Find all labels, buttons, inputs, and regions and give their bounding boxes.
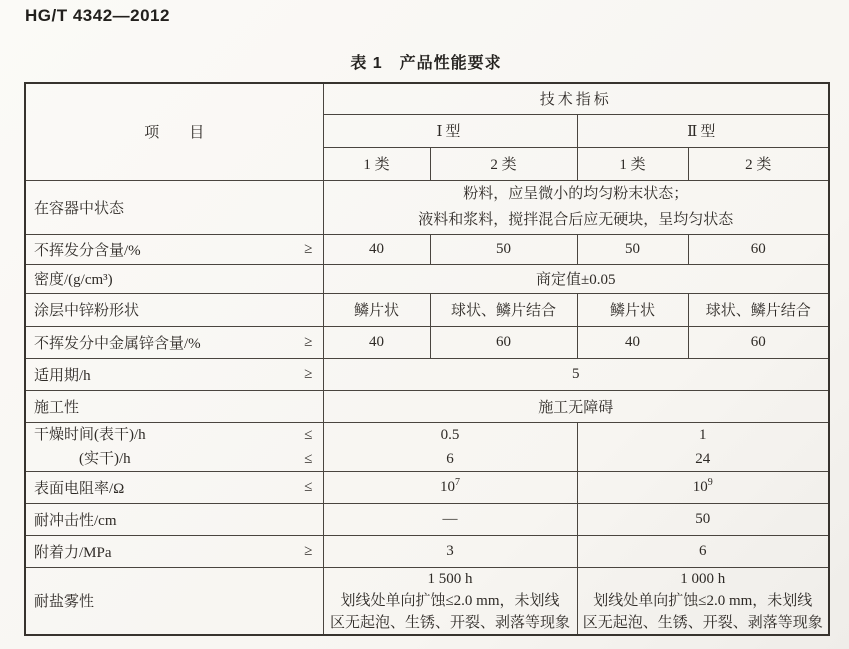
row-label-cell — [25, 390, 323, 422]
surface-dry-value: 0.5 — [440, 426, 460, 443]
salt-spray-line1: 划线处单向扩蚀≤2.0 mm，未划线 — [340, 592, 560, 609]
salt-spray-line1: 划线处单向扩蚀≤2.0 mm，未划线 — [593, 592, 813, 609]
header-type-ii: Ⅱ型 — [577, 114, 829, 147]
gte-symbol: ≥ — [304, 365, 313, 382]
header-item-cell: 项 目 — [25, 83, 323, 180]
value-cell: 50 — [430, 234, 577, 264]
impact-type-i: — — [323, 503, 577, 535]
salt-spray-type-ii — [577, 567, 829, 635]
resistivity-type-ii — [577, 471, 829, 503]
row-label: 适用期/h — [34, 367, 91, 384]
row-label-hard-dry: (实干)/h — [79, 450, 131, 467]
lte-symbol: ≤ — [304, 450, 313, 467]
row-label-cell — [25, 293, 323, 326]
salt-spray-line2: 区无起泡、生锈、开裂、剥落等现象 — [329, 614, 570, 631]
row-label: 涂层中锌粉形状 — [34, 303, 140, 319]
gte-symbol: ≥ — [304, 240, 313, 257]
workability-value: 施工无障碍 — [323, 390, 829, 422]
header-row-tech — [25, 83, 829, 114]
row-label-cell — [25, 180, 323, 234]
salt-spray-line2: 区无起泡、生锈、开裂、剥落等现象 — [582, 614, 823, 631]
row-label: 不挥发分含量/% — [34, 242, 141, 259]
container-state-value — [323, 180, 829, 234]
container-state-line1: 粉料，应呈微小的均匀粉末状态； — [463, 186, 689, 202]
value-cell: 鳞片状 — [323, 293, 430, 326]
row-label-cell — [25, 471, 323, 503]
adhesion-type-ii: 6 — [577, 535, 829, 567]
row-impact-resistance — [25, 503, 829, 535]
value-cell: 40 — [323, 234, 430, 264]
value-cell: 球状、鳞片结合 — [688, 293, 829, 326]
header-class-2b: 2 类 — [688, 147, 829, 180]
row-label: 在容器中状态 — [34, 200, 125, 217]
row-adhesion — [25, 535, 829, 567]
salt-spray-hours: 1 500 h — [427, 570, 473, 587]
density-value: 商定值±0.05 — [323, 264, 829, 293]
impact-type-ii: 50 — [577, 503, 829, 535]
row-density — [25, 264, 829, 293]
surface-dry-value: 1 — [699, 426, 707, 443]
resistivity-exponent: 9 — [707, 476, 713, 488]
value-cell: 40 — [577, 326, 688, 358]
product-performance-table — [24, 82, 830, 636]
value-cell: 60 — [688, 326, 829, 358]
row-label-cell — [25, 264, 323, 293]
row-label: 施工性 — [34, 399, 80, 416]
row-label: 密度/(g/cm³) — [34, 272, 113, 288]
row-workability — [25, 390, 829, 422]
resistivity-base: 10 — [440, 478, 455, 495]
gte-symbol: ≥ — [304, 542, 313, 559]
table-caption: 表 1 产品性能要求 — [350, 55, 502, 72]
row-label-cell — [25, 326, 323, 358]
pot-life-value: 5 — [323, 358, 829, 390]
hard-dry-value: 24 — [695, 450, 711, 467]
row-pot-life — [25, 358, 829, 390]
value-cell: 球状、鳞片结合 — [430, 293, 577, 326]
row-label: 不挥发分中金属锌含量/% — [34, 335, 201, 352]
row-label-cell — [25, 234, 323, 264]
value-cell: 50 — [577, 234, 688, 264]
row-label: 耐冲击性/cm — [34, 512, 117, 529]
lte-symbol: ≤ — [304, 426, 313, 443]
row-label-cell — [25, 422, 323, 471]
resistivity-type-i — [323, 471, 577, 503]
value-cell: 40 — [323, 326, 430, 358]
standard-number: HG/T 4342—2012 — [25, 6, 170, 25]
row-label-surface-dry: 干燥时间(表干)/h — [34, 426, 146, 443]
row-label-cell — [25, 567, 323, 635]
row-salt-spray — [25, 567, 829, 635]
row-zinc-content — [25, 326, 829, 358]
row-drying-time — [25, 422, 829, 471]
row-label: 附着力/MPa — [34, 544, 112, 561]
lte-symbol: ≤ — [304, 478, 313, 495]
value-cell: 鳞片状 — [577, 293, 688, 326]
drying-time-type-ii — [577, 422, 829, 471]
row-container-state — [25, 180, 829, 234]
row-zinc-shape — [25, 293, 829, 326]
drying-time-type-i — [323, 422, 577, 471]
row-label-cell — [25, 535, 323, 567]
value-cell: 60 — [430, 326, 577, 358]
row-surface-resistivity — [25, 471, 829, 503]
row-nonvolatile-content — [25, 234, 829, 264]
adhesion-type-i: 3 — [323, 535, 577, 567]
row-label: 耐盐雾性 — [34, 594, 95, 611]
salt-spray-hours: 1 000 h — [680, 570, 726, 587]
resistivity-exponent: 7 — [455, 476, 460, 488]
container-state-line2: 液料和浆料，搅拌混合后应无硬块，呈均匀状态 — [418, 212, 734, 228]
value-cell: 60 — [688, 234, 829, 264]
header-tech-indicator: 技术指标 — [323, 83, 829, 114]
row-label-cell — [25, 503, 323, 535]
header-class-2a: 2 类 — [430, 147, 577, 180]
salt-spray-type-i — [323, 567, 577, 635]
header-class-1a: 1 类 — [323, 147, 430, 180]
row-label: 表面电阻率/Ω — [34, 480, 125, 497]
gte-symbol: ≥ — [304, 333, 313, 350]
resistivity-base: 10 — [692, 478, 708, 495]
row-label-cell — [25, 358, 323, 390]
header-type-i: Ⅰ型 — [323, 114, 577, 147]
header-class-1b: 1 类 — [577, 147, 688, 180]
hard-dry-value: 6 — [446, 450, 454, 467]
